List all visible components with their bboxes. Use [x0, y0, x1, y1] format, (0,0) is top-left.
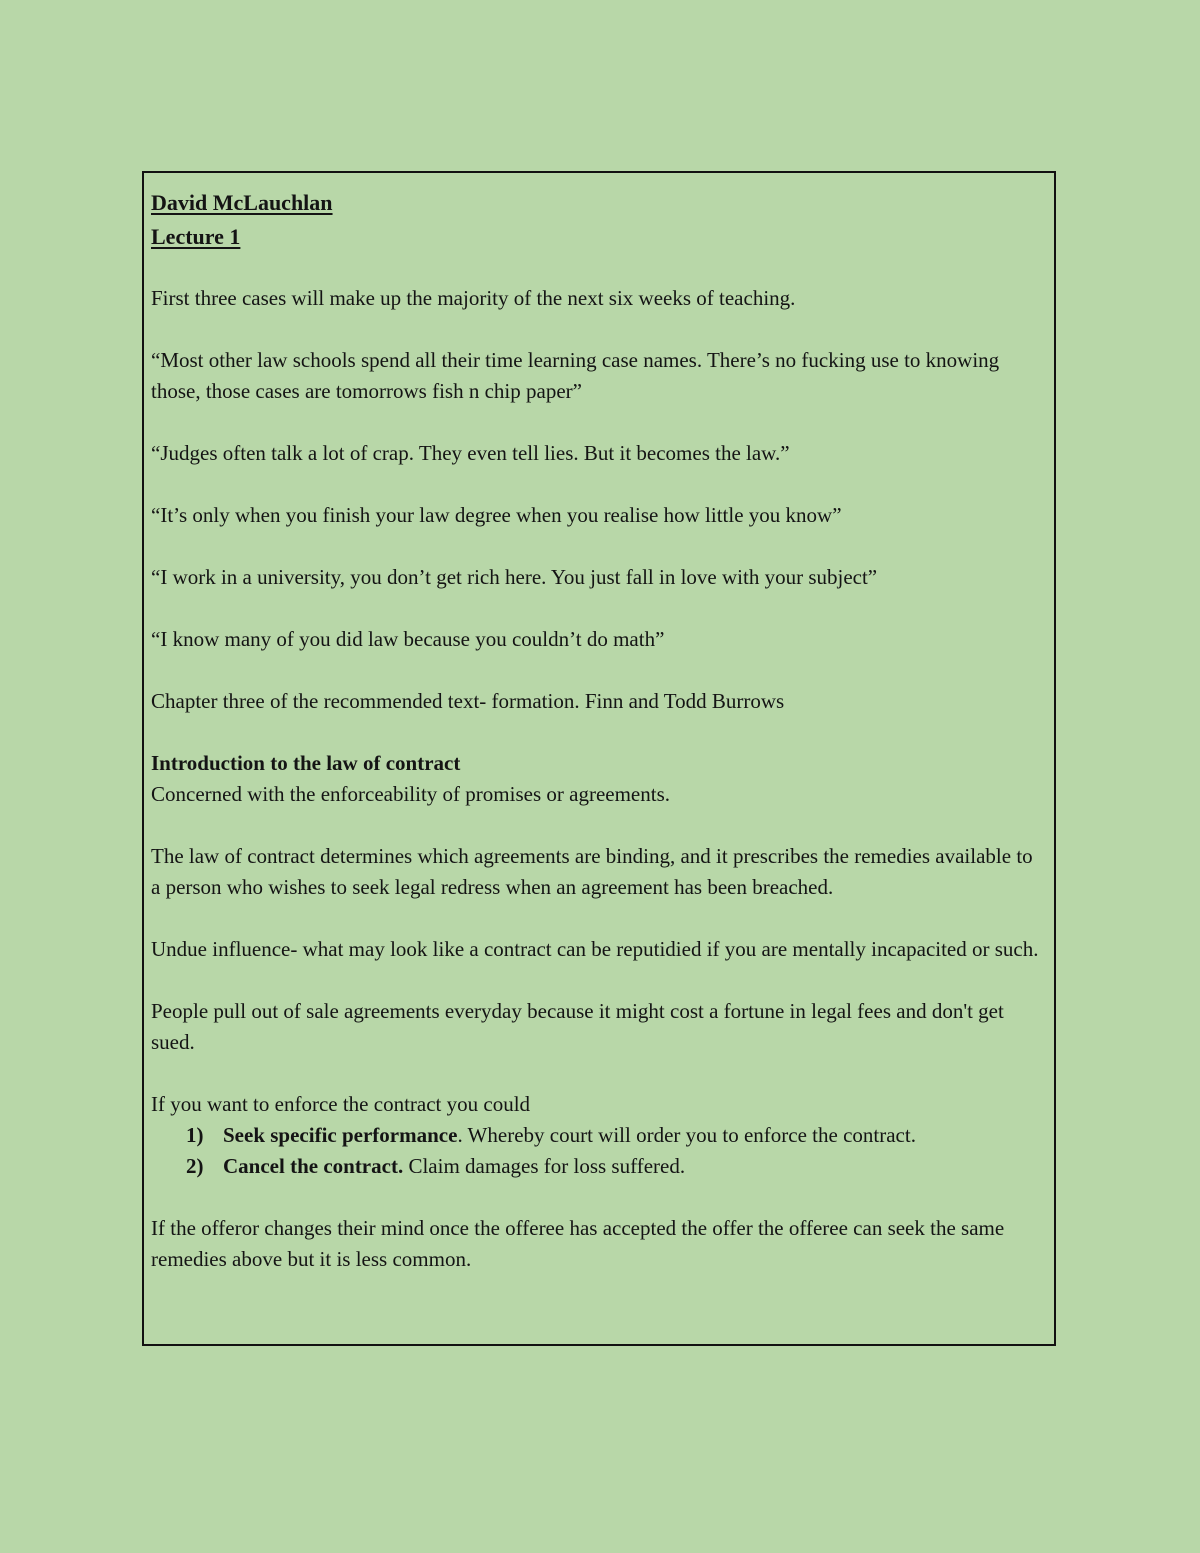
document-frame — [142, 171, 1056, 1346]
quote-math: “I know many of you did law because you couldn’t do math” — [151, 627, 665, 651]
list-item-bold: Seek specific performance — [223, 1123, 458, 1147]
paragraph-enforceability: Concerned with the enforceability of promises or agreements. — [151, 782, 670, 806]
paragraph-cases: First three cases will make up the majority of the next six weeks of teaching. — [151, 286, 796, 310]
paragraph-offeror: If the offeror changes their mind once the offeree has accepted the offer the offeree can seek the same remedies above but it is less common. — [151, 1216, 1005, 1271]
quote-law-degree: “It’s only when you finish your law degree when you realise how little you know” — [151, 503, 842, 527]
paragraph-enforce-intro: If you want to enforce the contract you could — [151, 1092, 531, 1116]
list-item — [151, 1120, 1040, 1151]
section-title: Introduction to the law of contract — [151, 751, 461, 775]
paragraph-sale-agreements: People pull out of sale agreements everyday because it might cost a fortune in legal fees and don't get sued. — [151, 999, 1004, 1054]
list-number: 2) — [186, 1154, 204, 1178]
quote-case-names: “Most other law schools spend all their time learning case names. There’s no fucking use to knowing those, those cases are tomorrows fish n chip paper” — [151, 348, 1000, 403]
list-number: 1) — [186, 1123, 204, 1147]
remedies-list — [151, 1120, 1040, 1182]
paragraph-undue-influence: Undue influence- what may look like a contract can be reputidied if you are mentally incapacited or such. — [151, 937, 1039, 961]
list-item-text: . Whereby court will order you to enforce the contract. — [457, 1123, 916, 1147]
lecture-heading: Lecture 1 — [151, 224, 241, 249]
list-item-bold: Cancel the contract. — [223, 1154, 404, 1178]
paragraph-chapter: Chapter three of the recommended text- formation. Finn and Todd Burrows — [151, 689, 785, 713]
list-item-text: Claim damages for loss suffered. — [403, 1154, 686, 1178]
quote-judges: “Judges often talk a lot of crap. They even tell lies. But it becomes the law.” — [151, 441, 790, 465]
quote-university: “I work in a university, you don’t get rich here. You just fall in love with your subject” — [151, 565, 878, 589]
paragraph-law-of-contract: The law of contract determines which agreements are binding, and it prescribes the remedies available to a person who wishes to seek legal redress when an agreement has been breached. — [151, 844, 1033, 899]
list-item — [151, 1151, 1040, 1182]
document-content — [151, 186, 1040, 1275]
author-heading: David McLauchlan — [151, 190, 333, 215]
